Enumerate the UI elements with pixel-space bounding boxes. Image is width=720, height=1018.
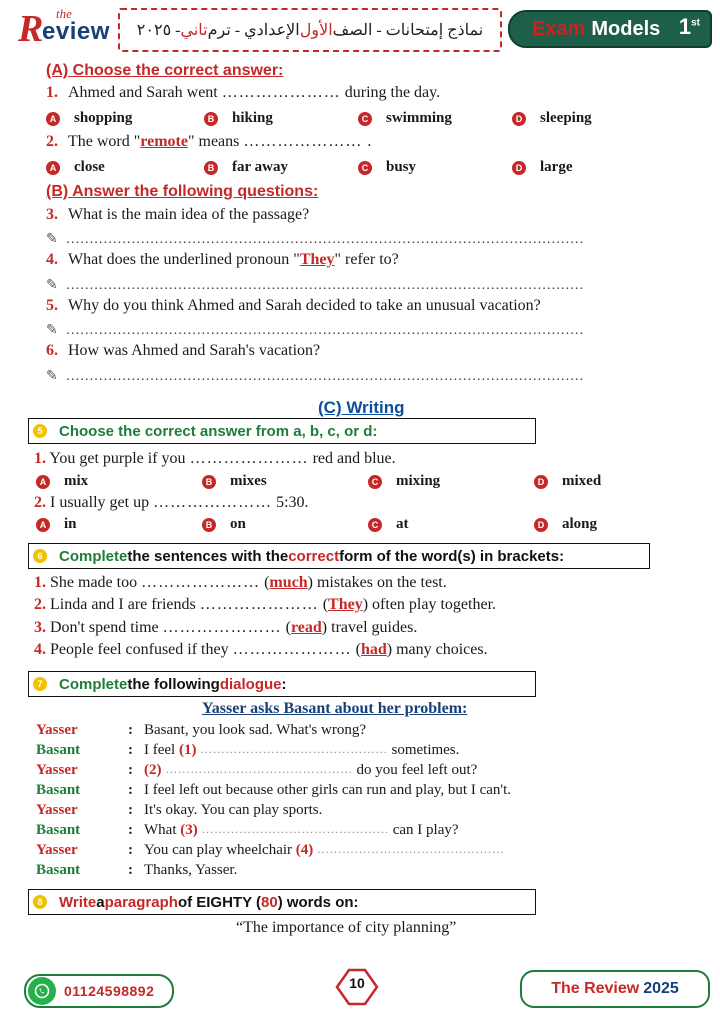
question-box-7: 7 Complete the following dialogue :: [28, 671, 536, 697]
question-number-badge: 8: [33, 895, 47, 909]
complete-q2: 2. Linda and I are friends ………………… (They) often play together.: [34, 596, 497, 613]
question-box-6: 6 Complete the sentences with the correct form of the word(s) in brackets:: [28, 543, 650, 569]
exam-models-badge: [508, 10, 712, 48]
the-review-brand: The Review 2025: [520, 970, 710, 1008]
answer-line-3[interactable]: ✎ …………………………………………………………………………………………………: [46, 232, 584, 247]
writing-q2: 2. I usually get up ………………… 5:30.: [34, 494, 309, 511]
dialogue-line-1: Yasser : Basant, you look sad. What's wrong?: [36, 722, 366, 738]
page-number-badge: [331, 966, 383, 1008]
w2-option-c[interactable]: C at: [368, 516, 409, 533]
page-number: 10: [349, 975, 365, 991]
review-logo: [18, 6, 118, 50]
question-1: 1. Ahmed and Sarah went ………………… during the day.: [46, 84, 441, 101]
q2-option-a[interactable]: A close: [46, 159, 105, 176]
dialogue-line-7: Yasser : You can play wheelchair (4) ………………………………………: [36, 842, 505, 858]
badge-models: Models: [591, 17, 661, 40]
section-a-heading: (A) Choose the correct answer:: [46, 62, 284, 79]
dialogue-title: Yasser asks Basant about her problem:: [202, 700, 468, 717]
logo-rest: eview: [42, 18, 110, 45]
question-5: 5. Why do you think Ahmed and Sarah decided to take an unusual vacation?: [46, 297, 541, 314]
question-number-badge: 7: [33, 677, 47, 691]
dialogue-line-6: Basant : What (3) ……………………………………… can I play?: [36, 822, 459, 838]
answer-line-4[interactable]: ✎ …………………………………………………………………………………………………: [46, 278, 584, 293]
w1-option-a[interactable]: A mix: [36, 473, 88, 490]
dialogue-line-2: Basant : I feel (1) ……………………………………… sometimes.: [36, 742, 460, 758]
paragraph-topic: “The importance of city planning”: [236, 919, 457, 936]
badge-exam: Exam: [532, 17, 586, 40]
complete-q3: 3. Don't spend time ………………… (read) travel guides.: [34, 619, 418, 636]
w2-option-a[interactable]: A in: [36, 516, 77, 533]
badge-grade: 1st: [678, 14, 700, 39]
question-box-8: 8 Write a paragraph of EIGHTY ( 80 ) words on:: [28, 889, 536, 915]
w2-option-d[interactable]: D along: [534, 516, 597, 533]
question-2: 2. The word "remote" means ………………… .: [46, 133, 373, 150]
pen-icon: ✎: [46, 278, 58, 293]
complete-q4: 4. People feel confused if they ………………… (had) many choices.: [34, 641, 488, 658]
answer-line-5[interactable]: ✎ …………………………………………………………………………………………………: [46, 323, 584, 338]
q2-option-c[interactable]: C busy: [358, 159, 416, 176]
pen-icon: ✎: [46, 323, 58, 338]
q1-option-a[interactable]: A shopping: [46, 110, 132, 127]
question-box-5: 5 Choose the correct answer from a, b, c, or d:: [28, 418, 536, 444]
q2-option-d[interactable]: D large: [512, 159, 572, 176]
question-6: 6. How was Ahmed and Sarah's vacation?: [46, 342, 321, 359]
arabic-title-part2: الإعدادي - ترم: [207, 22, 300, 39]
whatsapp-phone-pill[interactable]: [24, 974, 174, 1008]
dialogue-line-3: Yasser : (2) ……………………………………… do you feel left out?: [36, 762, 478, 778]
w1-option-b[interactable]: B mixes: [202, 473, 267, 490]
w1-option-c[interactable]: C mixing: [368, 473, 440, 490]
question-number-badge: 6: [33, 549, 47, 563]
whatsapp-icon: [28, 977, 56, 1005]
dialogue-line-4: Basant : I feel left out because other girls can run and play, but I can't.: [36, 782, 512, 798]
q1-option-c[interactable]: C swimming: [358, 110, 452, 127]
w1-option-d[interactable]: D mixed: [534, 473, 601, 490]
question-3: 3. What is the main idea of the passage?: [46, 206, 310, 223]
phone-number: 01124598892: [64, 983, 155, 999]
question-number-badge: 5: [33, 424, 47, 438]
arabic-title-part1: نماذج إمتحانات - الصف: [332, 22, 484, 39]
pen-icon: ✎: [46, 232, 58, 247]
arabic-title-red2: تاني: [180, 22, 208, 39]
question-4: 4. What does the underlined pronoun "They" refer to?: [46, 251, 399, 268]
q2-option-b[interactable]: B far away: [204, 159, 288, 176]
arabic-title-box: [118, 8, 502, 52]
logo-the: the: [56, 6, 72, 21]
dialogue-line-5: Yasser : It's okay. You can play sports.: [36, 802, 323, 818]
dialogue-line-8: Basant : Thanks, Yasser.: [36, 862, 238, 878]
pen-icon: ✎: [46, 369, 58, 384]
logo-r: R: [18, 8, 44, 50]
writing-title: (C) Writing: [318, 398, 405, 417]
writing-q1: 1. You get purple if you ………………… red and blue.: [34, 450, 396, 467]
w2-option-b[interactable]: B on: [202, 516, 246, 533]
arabic-title-part3: - ٢٠٢٥: [136, 22, 181, 39]
q1-option-b[interactable]: B hiking: [204, 110, 273, 127]
section-b-heading: (B) Answer the following questions:: [46, 183, 319, 200]
arabic-title-red1: الأول: [299, 22, 333, 39]
complete-q1: 1. She made too ………………… (much) mistakes on the test.: [34, 574, 447, 591]
answer-line-6[interactable]: ✎ …………………………………………………………………………………………………: [46, 369, 584, 384]
q1-option-d[interactable]: D sleeping: [512, 110, 592, 127]
